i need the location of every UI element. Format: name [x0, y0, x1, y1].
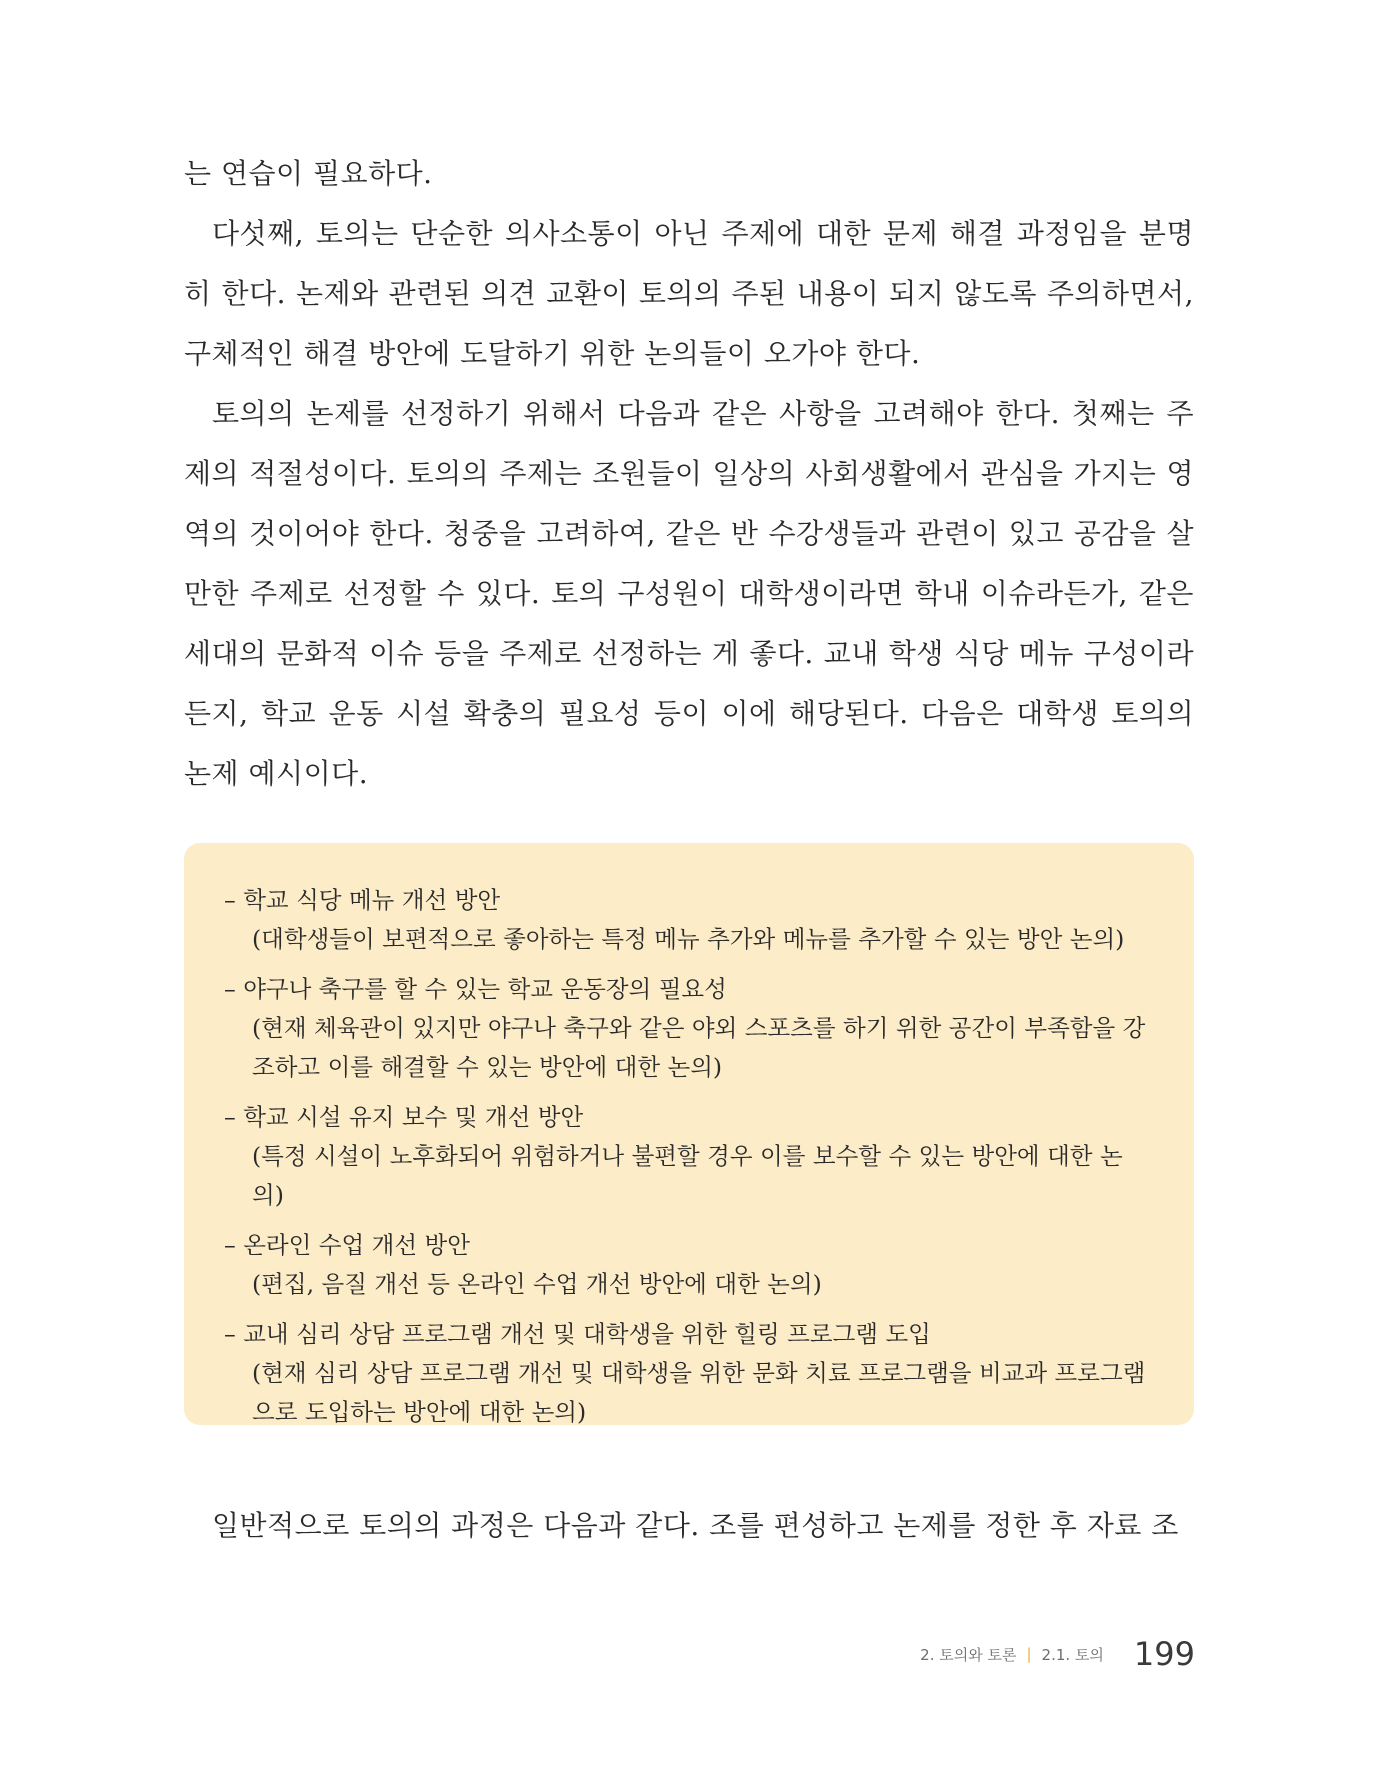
topic-description: (현재 심리 상담 프로그램 개선 및 대학생을 위한 문화 치료 프로그램을 비교과 프로그램으로 도입하는 방안에 대한 논의) [252, 1359, 1146, 1426]
page-number: 199 [1133, 1635, 1195, 1673]
topic-description: (대학생들이 보편적으로 좋아하는 특정 메뉴 추가와 메뉴를 추가할 수 있는 방안 논의) [252, 925, 1125, 953]
paragraph: 토의의 논제를 선정하기 위해서 다음과 같은 사항을 고려해야 한다. 첫째는 주제의 적절성이다. 토의의 주제는 조원들이 일상의 사회생활에서 관심을 가지는 영역의 것이어야 한다. 청중을 고려하여, 같은 반 수강생들과 관련이 있고 공감을 살 만한 주제로 선정할 수 있다. 토의 구성원이 대학생이라면 학내 이슈라든가, 같은 세대의 문화적 이슈 등을 주제로 선정하는 게 좋다. 교내 학생 식당 메뉴 구성이라든지, 학교 운동 시설 확충의 필요성 등이 이에 해당된다. 다음은 대학생 토의의 논제 예시이다. [184, 397, 1194, 790]
topic-description: (현재 체육관이 있지만 야구나 축구와 같은 야외 스포츠를 하기 위한 공간이 부족함을 강조하고 이를 해결할 수 있는 방안에 대한 논의) [252, 1014, 1146, 1081]
footer-chapter: 2. 토의와 토론 [920, 1645, 1017, 1664]
list-item [224, 881, 1154, 959]
topic-title: – 교내 심리 상담 프로그램 개선 및 대학생을 위한 힐링 프로그램 도입 [224, 1320, 931, 1348]
page-footer [920, 1626, 1195, 1682]
main-text-block [184, 144, 1194, 804]
list-item [224, 1098, 1154, 1215]
list-item [224, 1315, 1154, 1432]
list-item [224, 970, 1154, 1087]
paragraph: 는 연습이 필요하다. [184, 157, 433, 190]
topic-description: (편집, 음질 개선 등 온라인 수업 개선 방안에 대한 논의) [252, 1270, 822, 1298]
footer-section: 2.1. 토의 [1041, 1645, 1104, 1664]
list-item [224, 1226, 1154, 1304]
topic-description: (특정 시설이 노후화되어 위험하거나 불편할 경우 이를 보수할 수 있는 방안에 대한 논의) [252, 1142, 1123, 1209]
topic-title: – 온라인 수업 개선 방안 [224, 1231, 470, 1259]
paragraph: 일반적으로 토의의 과정은 다음과 같다. 조를 편성하고 논제를 정한 후 자료 조 [212, 1509, 1179, 1542]
footer-separator: | [1026, 1645, 1032, 1663]
paragraph: 다섯째, 토의는 단순한 의사소통이 아닌 주제에 대한 문제 해결 과정임을 분명히 한다. 논제와 관련된 의견 교환이 토의의 주된 내용이 되지 않도록 주의하면서, 구체적인 해결 방안에 도달하기 위한 논의들이 오가야 한다. [184, 217, 1194, 370]
discussion-topic-examples-box [184, 843, 1194, 1425]
closing-text-block [184, 1496, 1194, 1556]
topic-list [224, 881, 1154, 1432]
topic-title: – 학교 시설 유지 보수 및 개선 방안 [224, 1103, 584, 1131]
topic-title: – 학교 식당 메뉴 개선 방안 [224, 886, 501, 914]
topic-title: – 야구나 축구를 할 수 있는 학교 운동장의 필요성 [224, 975, 727, 1003]
